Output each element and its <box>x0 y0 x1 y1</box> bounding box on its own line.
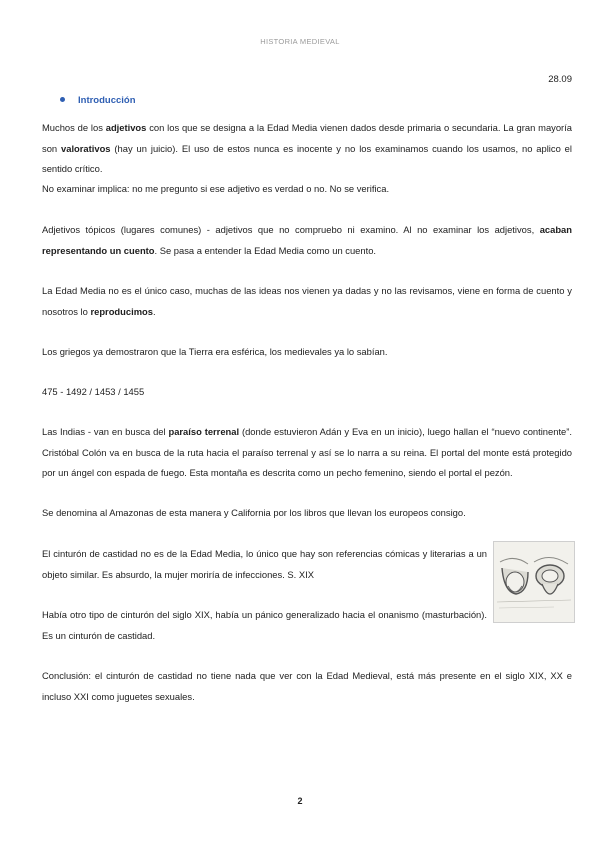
date-label: 28.09 <box>548 74 572 85</box>
paragraph-no-examinar: No examinar implica: no me pregunto si ese adjetivo es verdad o no. No se verifica. <box>42 183 390 194</box>
paragraph-conclusion: Conclusión: el cinturón de castidad no tiene nada que ver con la Edad Medieval, está más presente en el siglo XIX, XX e incluso XXI como juguetes sexuales. <box>42 670 572 702</box>
bullet-icon <box>60 97 65 102</box>
page-number: 2 <box>297 796 303 806</box>
section-heading <box>60 95 136 106</box>
document-header: HISTORIA MEDIEVAL <box>260 37 340 46</box>
paragraph-topicos <box>42 220 572 261</box>
bold-text: acaban representando un cuento <box>42 224 572 256</box>
paragraph-indias <box>42 422 572 484</box>
bold-text: reproducimos <box>90 305 153 317</box>
chastity-belt-image <box>493 541 575 623</box>
text-run: con los que se designa a la Edad Media vienen dados desde primaria o secundaria. La gran mayoría son <box>42 122 572 154</box>
paragraph-fechas: 475 - 1492 / 1453 / 1455 <box>42 386 145 397</box>
text-run: Muchos de los <box>42 122 106 133</box>
text-run: . Se pasa a entender la Edad Media como un cuento. <box>154 244 377 256</box>
section-title: Introducción <box>78 95 136 106</box>
paragraph-amazonas: Se denomina al Amazonas de esta manera y California por los libros que llevan los europeos consigo. <box>42 507 466 518</box>
chastity-belt-sketch <box>494 542 574 622</box>
bold-text: valorativos <box>61 142 111 154</box>
paragraph-griegos: Los griegos ya demostraron que la Tierra era esférica, los medievales ya lo sabían. <box>42 346 388 357</box>
text-run: Adjetivos tópicos (lugares comunes) - adjetivos que no compruebo ni examino. Al no examinar los adjetivos, <box>42 224 540 235</box>
paragraph-reproducimos <box>42 281 572 322</box>
bold-text: paraíso terrenal <box>168 426 240 437</box>
text-run: Las Indias - van en busca del <box>42 426 169 437</box>
paragraph-adjetivos <box>42 118 572 180</box>
paragraph-cinturon: El cinturón de castidad no es de la Edad Media, lo único que hay son referencias cómicas y literarias a un objeto similar. Es absurdo, la mujer moriría de infecciones. S. XIX <box>42 548 487 580</box>
text-run: (hay un juicio). El uso de estos nunca es inocente y no los examinamos cuando los usamos, no aplico el sentido crítico. <box>42 142 572 174</box>
text-run: La Edad Media no es el único caso, muchas de las ideas nos vienen ya dadas y no las revisamos, viene en forma de cuento y nosotros lo <box>42 285 572 317</box>
bold-text: adjetivos <box>105 122 147 133</box>
text-run: (donde estuvieron Adán y Eva en un inicio), luego hallan el “nuevo continente”. Cristóbal Colón va en busca de la ruta hacia el paraíso terrenal y así se lo narra a su reina. El portal del monte está protegido por un ángel con espada de fuego. Esta montaña es descrita como un pecho femenino, siendo el portal el pezón. <box>42 426 572 478</box>
paragraph-onanismo: Había otro tipo de cinturón del siglo XIX, había un pánico generalizado hacia el onanismo (masturbación). Es un cinturón de castidad. <box>42 609 487 641</box>
text-run: . <box>152 305 156 317</box>
